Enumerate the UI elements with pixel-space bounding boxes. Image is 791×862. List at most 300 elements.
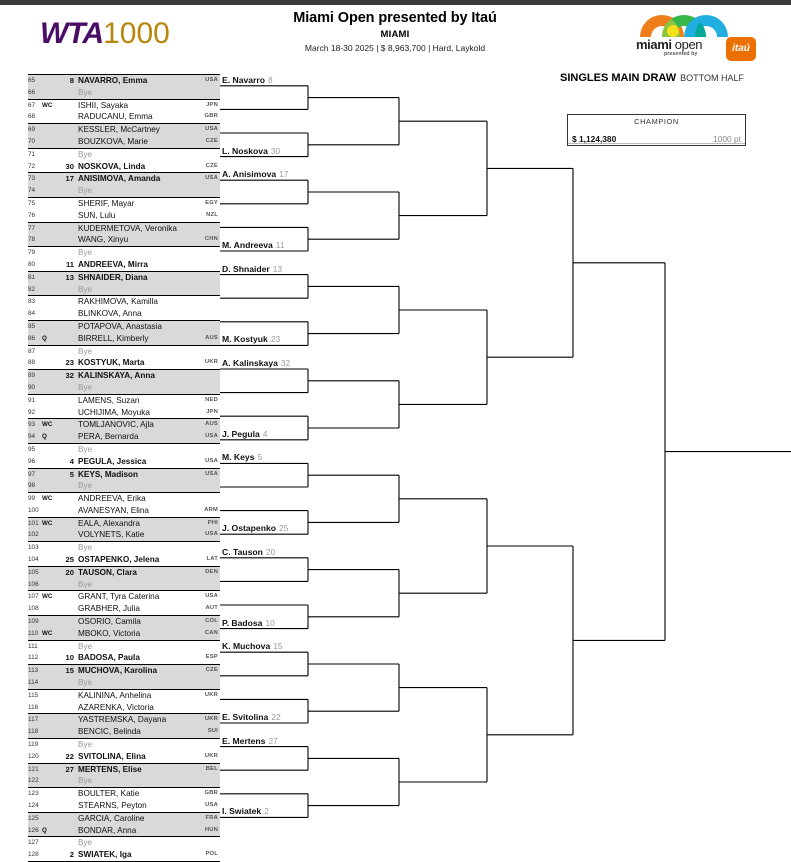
draw-row-number: 76 [28,211,36,219]
draw-row-country: GBR [204,113,218,120]
round2-player-name: E. Svitolina [222,712,269,722]
draw-row[interactable] [28,554,220,566]
match-block [28,271,220,296]
draw-row-bye: Bye [78,579,93,589]
match-block [28,492,220,517]
round2-player[interactable] [222,523,288,533]
draw-row-number: 90 [28,383,36,391]
draw-row-country: USA [205,531,218,538]
page-header [0,5,791,70]
draw-row-player-name[interactable]: BENCIC, Belinda [78,727,141,737]
draw-row[interactable] [28,431,220,443]
draw-row-country: JPN [206,101,218,108]
draw-row-seed: 5 [69,469,74,479]
draw-row-country: DEN [205,568,218,575]
draw-row-country: USA [205,433,218,440]
draw-row-player-name[interactable]: GARCIA, Caroline [78,813,145,823]
round2-player[interactable] [222,547,275,557]
draw-row-player-name[interactable]: TAUSON, Clara [78,567,137,577]
draw-row-country: USA [205,457,218,464]
draw-row[interactable] [28,100,220,112]
draw-row[interactable] [28,296,220,308]
draw-row-country: USA [205,470,218,477]
draw-row[interactable] [28,198,220,210]
draw-row[interactable] [28,813,220,825]
draw-row-country: SUI [207,728,218,735]
match-block [28,394,220,419]
draw-row-bye: Bye [78,186,93,196]
draw-row-player-name[interactable]: MERTENS, Elise [78,764,142,774]
draw-row[interactable] [28,726,220,738]
draw-row-player-name[interactable]: KESSLER, McCartney [78,125,160,135]
round2-player-seed: 23 [270,334,281,345]
draw-row-player-name[interactable]: POTAPOVA, Anastasia [78,321,162,331]
round2-player-seed: 20 [265,546,276,557]
draw-row-player-name[interactable]: NAVARRO, Emma [78,76,148,85]
draw-row[interactable] [28,739,220,751]
match-block [28,566,220,591]
draw-row-number: 95 [28,445,36,453]
match-block [28,345,220,370]
draw-row-number: 123 [28,790,39,798]
draw-row-country: PHI [207,519,218,526]
draw-row-player-name[interactable]: OSTAPENKO, Jelena [78,555,160,565]
draw-row-player-name[interactable]: AZARENKA, Victoria [78,702,154,712]
draw-row-status: WC [42,421,53,429]
draw-row[interactable] [28,382,220,394]
draw-row-country: AUS [205,421,218,428]
draw-row-player-name[interactable]: BONDAR, Anna [78,825,137,835]
draw-row-bye: Bye [78,346,93,356]
draw-row-country: USA [205,802,218,809]
draw-row-number: 100 [28,506,39,514]
match-block [28,640,220,665]
round2-player-seed: 2 [264,806,269,817]
draw-row-number: 109 [28,618,39,626]
draw-row-bye: Bye [78,740,93,750]
draw-row-player-name[interactable]: ISHII, Sayaka [78,100,129,110]
draw-row[interactable] [28,579,220,591]
round2-player[interactable] [222,429,267,439]
match-block [28,222,220,247]
draw-row-bye: Bye [78,284,93,294]
draw-row[interactable] [28,702,220,714]
draw-row-player-name[interactable]: KEYS, Madison [78,469,139,479]
presented-by-label: presented by [664,51,698,57]
draw-row-player-name[interactable]: SHERIF, Mayar [78,198,135,208]
match-block [28,320,220,345]
draw-row[interactable] [28,641,220,653]
draw-row[interactable] [28,505,220,517]
round2-player-name: A. Kalinskaya [222,358,278,368]
draw-row-player-name[interactable]: KOSTYUK, Marta [78,358,145,368]
draw-row-player-name[interactable]: GRABHER, Julia [78,604,140,614]
draw-row[interactable] [28,825,220,837]
draw-row-number: 115 [28,691,39,699]
draw-row-seed: 13 [65,272,74,282]
draw-row-number: 96 [28,457,36,465]
draw-row-player-name[interactable]: BADOSA, Paula [78,653,140,663]
round2-player-seed: 22 [271,712,281,722]
round2-player[interactable] [222,334,280,344]
draw-row[interactable] [28,308,220,320]
draw-row[interactable] [28,542,220,554]
draw-row-country: POL [205,851,218,858]
round2-player[interactable] [222,712,281,722]
draw-row[interactable] [28,690,220,702]
round2-player-seed: 11 [275,240,285,250]
draw-row[interactable] [28,259,220,271]
draw-row[interactable] [28,775,220,787]
round2-player[interactable] [222,75,273,85]
round2-player[interactable] [222,146,280,156]
draw-row[interactable] [28,321,220,333]
draw-row[interactable] [28,370,220,382]
draw-label [560,68,744,86]
draw-row-number: 66 [28,88,36,96]
draw-row-number: 99 [28,495,36,503]
draw-row-number: 116 [28,703,39,711]
match-block [28,590,220,615]
draw-row-country: NZL [206,211,218,218]
draw-row[interactable] [28,161,220,173]
draw-row[interactable] [28,677,220,689]
draw-row-number: 94 [28,433,36,441]
draw-row[interactable] [28,628,220,640]
draw-row-bye: Bye [78,641,93,651]
draw-row-number: 103 [28,544,39,552]
round2-player-name: C. Tauson [222,546,263,557]
draw-row[interactable] [28,173,220,185]
draw-row[interactable] [28,652,220,664]
draw-row-seed: 8 [69,76,74,85]
draw-row[interactable] [28,185,220,197]
draw-row[interactable] [28,419,220,431]
draw-row-seed: 32 [65,371,74,381]
draw-row-status: WC [42,593,53,601]
draw-row-bye: Bye [78,481,93,491]
draw-row[interactable] [28,284,220,296]
draw-row-country: UKR [204,691,218,698]
draw-table [28,74,220,862]
draw-row-country: USA [205,175,218,182]
round2-player-name: E. Navarro [222,74,265,85]
draw-row-country: USA [205,77,218,83]
draw-row-bye: Bye [78,382,93,392]
draw-row-bye: Bye [78,838,93,848]
draw-row-player-name[interactable]: TOMLJANOVIC, Ajla [78,420,154,430]
draw-row-player-name[interactable]: MBOKO, Victoria [78,628,141,638]
draw-row[interactable] [28,395,220,407]
draw-row-number: 104 [28,556,39,564]
draw-row-bye: Bye [78,149,93,159]
draw-row-player-name[interactable]: PEGULA, Jessica [78,456,147,466]
draw-row-player-name[interactable]: BIRRELL, Kimberly [78,333,149,343]
draw-row-player-name[interactable]: MUCHOVA, Karolina [78,666,157,676]
draw-row[interactable] [28,665,220,677]
draw-row-status: WC [42,495,53,503]
champion-heading: CHAMPION [634,117,679,126]
draw-row-player-name[interactable]: RAKHIMOVA, Kamilla [78,297,158,307]
round2-player[interactable] [222,264,282,274]
draw-row-seed: 22 [65,751,74,761]
round2-player[interactable] [222,358,290,368]
draw-row-number: 82 [28,285,36,293]
draw-row-number: 93 [28,421,36,429]
draw-row-player-name[interactable]: KALINSKAYA, Anna [78,371,155,381]
match-block [28,443,220,468]
round2-player-seed: 13 [272,263,283,274]
draw-row[interactable] [28,75,220,87]
draw-row-number: 89 [28,372,36,380]
draw-row-country: UKR [204,359,218,366]
round2-player-name: M. Kostyuk [222,334,268,345]
draw-row[interactable] [28,800,220,812]
draw-row[interactable] [28,480,220,492]
draw-row[interactable] [28,111,220,123]
draw-row-player-name[interactable]: KUDERMETOVA, Veronika [78,223,177,233]
draw-row-number: 112 [28,654,39,662]
draw-row-number: 83 [28,298,36,306]
draw-row[interactable] [28,136,220,148]
draw-row-seed: 4 [69,456,74,466]
draw-row-country: JPN [206,408,218,415]
draw-row[interactable] [28,456,220,468]
champion-box [567,114,746,146]
draw-row-player-name[interactable]: SVITOLINA, Elina [78,751,146,761]
draw-row-number: 124 [28,802,39,810]
tournament-title-block [240,10,550,53]
draw-row[interactable] [28,837,220,849]
draw-row[interactable] [28,333,220,345]
draw-row-country: CHN [204,236,218,243]
round2-player[interactable] [222,169,288,179]
draw-row[interactable] [28,714,220,726]
itau-badge [726,37,756,61]
draw-label-half: BOTTOM HALF [680,73,744,83]
page-title: Miami Open presented by Itaú [293,10,497,26]
match-block [28,713,220,738]
draw-row-player-name[interactable]: KALININA, Anhelina [78,690,152,700]
draw-row-number: 126 [28,826,39,834]
draw-row[interactable] [28,247,220,259]
draw-row-number: 110 [28,629,39,637]
draw-row[interactable] [28,751,220,763]
draw-row-number: 106 [28,580,39,588]
draw-row-seed: 30 [65,161,74,171]
draw-row-player-name[interactable]: ANDREEVA, Erika [78,494,146,504]
draw-row-seed: 25 [65,555,74,565]
match-block [28,418,220,443]
draw-row-bye: Bye [78,678,93,688]
match-block [28,148,220,173]
round2-player-name: J. Pegula [222,428,260,439]
round2-player-seed: 5 [257,452,263,463]
draw-row-country: CZE [205,162,218,169]
round2-player[interactable] [222,240,285,250]
draw-row-player-name[interactable]: GRANT, Tyra Caterina [78,592,160,602]
draw-row[interactable] [28,272,220,284]
draw-row-player-name[interactable]: SHNAIDER, Diana [78,272,148,282]
round2-player-name: E. Mertens [222,735,266,746]
match-block [28,541,220,566]
draw-row[interactable] [28,529,220,541]
draw-row[interactable] [28,444,220,456]
draw-row-number: 125 [28,814,39,822]
draw-row-player-name[interactable]: PERA, Bernarda [78,432,139,442]
draw-row[interactable] [28,469,220,481]
draw-row-seed: 23 [65,358,74,368]
draw-row-seed: 27 [65,764,74,774]
draw-row-number: 128 [28,851,39,859]
draw-row-number: 79 [28,249,36,257]
draw-row-player-name[interactable]: LAMENS, Suzan [78,395,140,405]
draw-row-bye: Bye [78,87,93,97]
draw-row-number: 91 [28,396,36,404]
round2-player-seed: 25 [278,523,289,534]
tournament-city: MIAMI [380,29,410,40]
draw-label-main: SINGLES MAIN DRAW [560,72,677,84]
draw-row-status: WC [42,519,53,527]
draw-row-number: 117 [28,716,39,724]
miami-open-arches-icon [638,11,730,37]
draw-row-number: 127 [28,839,39,847]
draw-row-bye: Bye [78,543,93,553]
draw-row-country: NED [205,396,218,403]
draw-row-player-name[interactable]: ANISIMOVA, Amanda [78,174,161,184]
draw-row-number: 68 [28,113,36,121]
draw-row-number: 81 [28,273,36,281]
draw-row-bye: Bye [78,444,93,454]
draw-row-number: 114 [28,679,39,687]
draw-row[interactable] [28,234,220,246]
round2-player[interactable] [222,736,278,746]
draw-row[interactable] [28,788,220,800]
draw-row[interactable] [28,518,220,530]
champion-points: 1000 pt [713,134,741,144]
draw-row-number: 80 [28,260,36,268]
draw-row-number: 111 [28,642,38,650]
draw-row-player-name[interactable]: BOUZKOVA, Marie [78,136,148,146]
draw-row[interactable] [28,591,220,603]
itau-label: itaú [732,43,750,54]
draw-row-number: 67 [28,101,36,109]
match-block [28,664,220,689]
match-block [28,787,220,812]
draw-row[interactable] [28,849,220,861]
match-block [28,246,220,271]
match-block [28,468,220,493]
draw-row-number: 78 [28,236,36,244]
draw-row-status: Q [42,826,47,834]
draw-row-player-name[interactable]: STEARNS, Peyton [78,801,147,811]
round2-player-seed: 15 [273,641,283,652]
match-block [28,615,220,640]
draw-row-number: 74 [28,187,36,195]
draw-row-country: UKR [204,716,218,723]
draw-row-player-name[interactable]: BOULTER, Katie [78,789,140,799]
round2-player[interactable] [222,618,275,628]
draw-row[interactable] [28,124,220,136]
draw-row[interactable] [28,357,220,369]
draw-row-player-name[interactable]: AVANESYAN, Elina [78,505,149,515]
match-block [28,295,220,320]
draw-row-number: 92 [28,408,36,416]
round2-player-name: M. Andreeva [222,240,273,250]
draw-row[interactable] [28,764,220,776]
draw-row-country: GBR [204,790,218,797]
round2-player-name: K. Muchova [222,641,271,652]
draw-row-player-name[interactable]: NOSKOVA, Linda [78,161,146,171]
round2-player[interactable] [222,452,262,462]
draw-row[interactable] [28,87,220,99]
draw-row-player-name[interactable]: RADUCANU, Emma [78,112,153,122]
draw-row-player-name[interactable]: EALA, Alexandra [78,518,140,528]
draw-row-number: 118 [28,728,39,736]
draw-row[interactable] [28,616,220,628]
match-block [28,689,220,714]
logo-word-miami: miami [636,37,672,52]
draw-row-country: AUT [205,605,218,612]
draw-row-number: 102 [28,531,39,539]
draw-row[interactable] [28,210,220,222]
draw-row-seed: 15 [65,666,74,676]
draw-row-number: 108 [28,605,39,613]
round2-player[interactable] [222,806,269,816]
draw-row[interactable] [28,567,220,579]
draw-row-player-name[interactable]: UCHIJIMA, Moyuka [78,407,150,417]
draw-row[interactable] [28,603,220,615]
round2-player[interactable] [222,641,283,651]
draw-row[interactable] [28,493,220,505]
draw-row[interactable] [28,346,220,358]
round2-player-seed: 10 [265,617,275,628]
draw-row-player-name[interactable]: YASTREMSKA, Dayana [78,715,167,725]
draw-row-player-name[interactable]: SWIATEK, Iga [78,850,132,860]
draw-row-country: HUN [204,826,218,833]
draw-row-seed: 11 [65,259,74,269]
draw-row[interactable] [28,149,220,161]
draw-row-status: WC [42,629,53,637]
draw-row-number: 101 [28,519,39,527]
draw-row-player-name[interactable]: OSORIO, Camila [78,617,141,627]
draw-row-number: 77 [28,224,36,232]
match-block [28,517,220,542]
draw-row-country: LAT [206,556,218,563]
round2-player-seed: 8 [268,74,273,85]
match-block [28,812,220,837]
draw-row-number: 73 [28,175,36,183]
draw-row-player-name[interactable]: WANG, Xinyu [78,235,129,245]
draw-row-country: BEL [205,765,218,772]
draw-row-number: 84 [28,310,36,318]
draw-row[interactable] [28,223,220,235]
draw-row-number: 97 [28,470,36,478]
round2-player-name: J. Ostapenko [222,523,276,534]
draw-row-country: COL [205,618,218,625]
match-block [28,172,220,197]
draw-row-player-name[interactable]: ANDREEVA, Mirra [78,259,148,269]
draw-row-player-name[interactable]: BLINKOVA, Anna [78,309,142,319]
round2-player-name: P. Badosa [222,617,263,628]
draw-row-player-name[interactable]: VOLYNETS, Katie [78,530,145,540]
draw-row-seed: 17 [65,174,74,184]
match-block [28,99,220,124]
match-block [28,738,220,763]
miami-open-wordmark [636,37,702,52]
draw-row-player-name[interactable]: SUN, Lulu [78,210,116,220]
draw-row[interactable] [28,407,220,419]
